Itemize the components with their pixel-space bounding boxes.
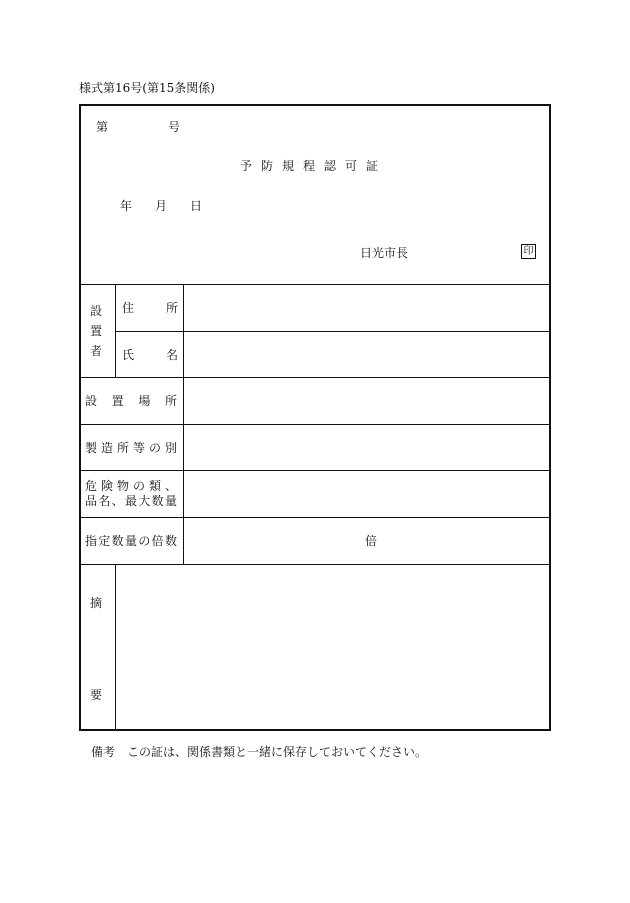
row-divider — [80, 517, 551, 518]
remarks-note: 備考 この証は、関係書類と一緒に保存しておいてください。 — [91, 745, 428, 759]
issuer-name: 日光市長 — [360, 246, 409, 260]
number-suffix: 号 — [168, 120, 181, 134]
installer-group-label: 設置者 — [89, 304, 102, 358]
row-divider — [80, 564, 551, 565]
certificate-frame — [79, 104, 551, 731]
address-label: 住所 — [122, 301, 178, 315]
seal-mark: 印 — [521, 244, 536, 259]
number-prefix: 第 — [96, 120, 109, 134]
summary-label-bottom: 要 — [90, 688, 103, 702]
name-label: 氏名 — [122, 348, 178, 362]
row-divider — [80, 377, 551, 378]
multiple-unit: 倍 — [365, 534, 378, 548]
column-divider — [115, 564, 116, 730]
location-label: 設置場所 — [85, 394, 177, 408]
date-day: 日 — [190, 199, 203, 213]
row-divider — [80, 424, 551, 425]
hazmat-label-line1: 危険物の類、 — [85, 479, 177, 493]
date-month: 月 — [155, 199, 168, 213]
multiple-label: 指定数量の倍数 — [85, 534, 177, 548]
date-year: 年 — [120, 199, 133, 213]
row-divider — [115, 331, 551, 332]
facility-type-label: 製造所等の別 — [85, 441, 177, 455]
row-divider — [80, 284, 551, 285]
row-divider — [80, 470, 551, 471]
column-divider — [183, 284, 184, 564]
column-divider — [115, 284, 116, 377]
hazmat-label-line2: 品名、最大数量 — [85, 494, 177, 508]
form-number-label: 様式第16号(第15条関係) — [79, 81, 215, 95]
summary-label-top: 摘 — [90, 596, 103, 610]
certificate-title: 予防規程認可証 — [240, 159, 388, 173]
